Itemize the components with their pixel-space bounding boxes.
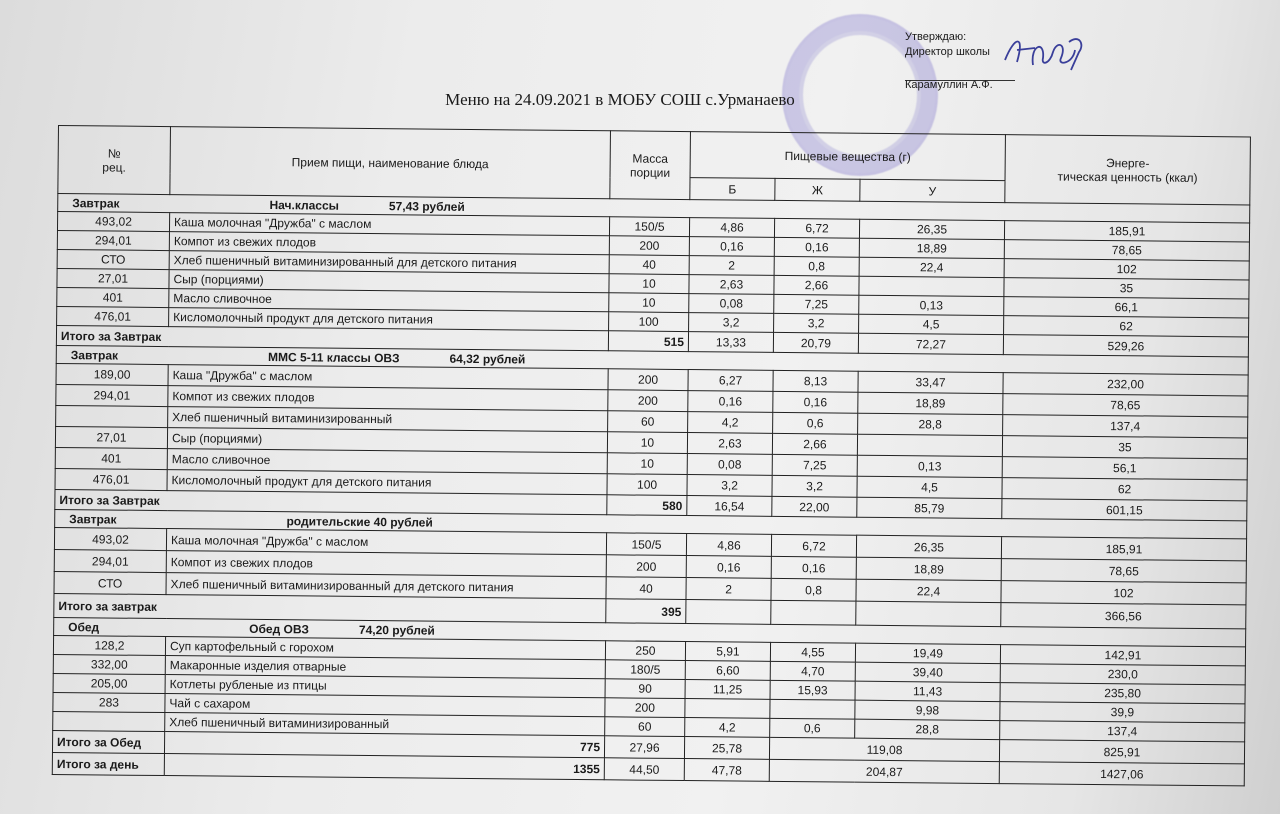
carbs: 9,98 (855, 700, 1000, 720)
fat: 0,6 (770, 718, 855, 738)
dish-name: Сыр (порциями) (169, 270, 609, 293)
protein: 0,16 (689, 237, 774, 257)
total-energy: 601,15 (1002, 499, 1247, 521)
dish-name: Масло сливочное (167, 449, 607, 474)
dish-name: Компот из свежих плодов (168, 386, 608, 411)
energy: 66,1 (1004, 297, 1249, 318)
fat: 0,16 (773, 391, 858, 413)
section-meal: Завтрак (72, 195, 120, 211)
fat: 2,66 (774, 275, 859, 295)
energy: 235,80 (1000, 683, 1245, 704)
carbs: 4,5 (857, 476, 1002, 498)
energy: 35 (1004, 278, 1249, 299)
protein: 2 (689, 256, 774, 276)
total-mass: 395 (606, 599, 686, 624)
dish-name: Кисломолочный продукт для детского питания (169, 308, 609, 331)
total-mass: 775 (164, 732, 604, 758)
energy: 62 (1002, 478, 1247, 501)
portion-mass: 10 (609, 293, 689, 313)
protein: 5,91 (685, 642, 770, 662)
protein: 3,2 (689, 313, 774, 333)
approval-name: Карамуллин А.Ф. (905, 79, 993, 91)
total-fat (771, 600, 856, 625)
protein: 2,63 (689, 275, 774, 295)
energy: 78,65 (1004, 240, 1249, 261)
total-label: Итого за Обед (52, 730, 164, 753)
dish-name: Каша "Дружба" с маслом (168, 365, 608, 390)
fat: 4,70 (770, 661, 855, 681)
header-dish: Прием пищи, наименование блюда (170, 127, 611, 199)
total-energy: 529,26 (1003, 335, 1248, 357)
protein: 0,16 (686, 556, 771, 579)
header-protein: Б (690, 178, 775, 201)
fat (770, 699, 855, 719)
total-protein: 13,33 (688, 332, 773, 353)
energy: 142,91 (1000, 645, 1245, 666)
dish-name: Каша молочная "Дружба" с маслом (166, 529, 606, 555)
protein: 6,60 (685, 661, 770, 681)
fat: 15,93 (770, 680, 855, 700)
carbs: 18,89 (859, 238, 1004, 258)
protein: 6,27 (688, 370, 773, 392)
total-protein: 16,54 (687, 496, 772, 517)
protein (685, 699, 770, 719)
dish-name: Чай с сахаром (165, 694, 605, 717)
energy: 102 (1001, 581, 1246, 605)
energy: 78,65 (1003, 394, 1248, 417)
fat: 0,6 (773, 412, 858, 434)
carbs: 0,13 (857, 455, 1002, 477)
recipe-number: 27,01 (55, 426, 167, 448)
portion-mass: 100 (609, 312, 689, 332)
dish-name: Масло сливочное (169, 289, 609, 312)
total-carbs: 85,79 (857, 497, 1002, 518)
fat: 0,16 (774, 237, 859, 257)
portion-mass: 180/5 (605, 660, 685, 680)
carbs: 0,13 (859, 295, 1004, 315)
dish-name: Хлеб пшеничный витаминизированный для детского питания (166, 573, 606, 599)
section-price: 74,20 рублей (358, 622, 435, 638)
dish-name: Макаронные изделия отварные (165, 656, 605, 679)
dish-name: Хлеб пшеничный витаминизированный (168, 407, 608, 432)
recipe-number: 128,2 (53, 635, 165, 655)
fat: 3,2 (772, 475, 857, 497)
total-carbs (856, 601, 1001, 626)
carbs: 28,8 (855, 719, 1000, 739)
energy: 137,4 (1003, 415, 1248, 438)
dish-name: Компот из свежих плодов (166, 551, 606, 577)
fat: 0,8 (774, 256, 859, 276)
carbs: 33,47 (858, 371, 1003, 393)
fat: 7,25 (772, 454, 857, 476)
carbs (859, 276, 1004, 296)
energy: 185,91 (1004, 221, 1249, 242)
total-carbs: 119,08 (769, 737, 999, 761)
portion-mass: 200 (609, 236, 689, 256)
energy: 62 (1004, 316, 1249, 337)
recipe-number: 476,01 (57, 306, 169, 326)
recipe-number: 294,01 (54, 549, 166, 572)
portion-mass: 200 (606, 555, 686, 578)
recipe-number: 27,01 (57, 268, 169, 288)
portion-mass: 40 (609, 255, 689, 275)
protein: 0,08 (687, 454, 772, 476)
portion-mass: 40 (606, 577, 686, 600)
dish-name: Каша молочная "Дружба" с маслом (169, 213, 609, 236)
total-fat: 20,79 (773, 332, 858, 353)
total-label: Итого за день (52, 752, 164, 775)
total-protein: 27,96 (604, 736, 684, 759)
section-meal: Завтрак (70, 347, 119, 363)
portion-mass: 90 (605, 679, 685, 699)
dish-name: Компот из свежих плодов (169, 232, 609, 255)
protein: 2 (686, 578, 771, 601)
protein: 4,86 (686, 534, 771, 557)
fat: 6,72 (771, 534, 856, 557)
recipe-number (56, 405, 168, 427)
dish-name: Сыр (порциями) (167, 428, 607, 453)
total-label: Итого за Завтрак (55, 489, 607, 514)
recipe-number: 401 (57, 287, 169, 307)
menu-body (52, 194, 1250, 786)
header-carbs: У (860, 179, 1005, 202)
dish-name: Котлеты рубленые из птицы (165, 675, 605, 698)
carbs: 26,35 (856, 535, 1001, 558)
section-meal: Обед (68, 619, 100, 634)
carbs: 18,89 (858, 392, 1003, 414)
recipe-number: 294,01 (57, 230, 169, 250)
energy: 39,9 (1000, 702, 1245, 723)
carbs: 11,43 (855, 681, 1000, 701)
carbs: 18,89 (856, 557, 1001, 580)
recipe-number: 493,02 (57, 212, 169, 232)
total-label: Итого за завтрак (54, 593, 606, 622)
portion-mass: 200 (608, 369, 688, 391)
recipe-number: 493,02 (54, 527, 166, 550)
section-price: 64,32 рублей (449, 351, 526, 366)
dish-name: Кисломолочный продукт для детского питания (167, 470, 607, 495)
recipe-number: 283 (53, 692, 165, 712)
recipe-number: СТО (54, 571, 166, 594)
page-title: Меню на 24.09.2021 в МОБУ СОШ с.Урманаево (445, 90, 795, 109)
portion-mass: 10 (607, 432, 687, 454)
energy: 78,65 (1001, 559, 1246, 583)
dish-name: Хлеб пшеничный витаминизированный (165, 713, 605, 736)
energy: 35 (1002, 436, 1247, 459)
fat: 8,13 (773, 370, 858, 392)
recipe-number: 476,01 (55, 468, 167, 490)
energy: 185,91 (1001, 537, 1246, 561)
dish-name: Хлеб пшеничный витаминизированный для детского питания (169, 251, 609, 274)
energy: 102 (1004, 259, 1249, 280)
carbs: 22,4 (859, 257, 1004, 277)
carbs (857, 434, 1002, 456)
section-price: 57,43 рублей (388, 198, 465, 214)
approval-position: Директор школы (905, 46, 990, 58)
carbs: 22,4 (856, 579, 1001, 602)
portion-mass: 150/5 (606, 533, 686, 556)
energy: 232,00 (1003, 373, 1248, 396)
total-protein: 44,50 (604, 758, 684, 781)
header-fat: Ж (775, 178, 860, 201)
header-nutrients: Пищевые вещества (г) (690, 132, 1005, 181)
header-energy: Энерге- тическая ценность (ккал) (1005, 135, 1251, 205)
protein: 2,63 (687, 433, 772, 455)
fat: 0,8 (771, 578, 856, 601)
total-fat: 25,78 (684, 737, 769, 760)
portion-mass: 200 (605, 698, 685, 718)
section-meal: Завтрак (69, 511, 117, 527)
portion-mass: 60 (605, 717, 685, 737)
header-recipe-number: № рец. (58, 126, 171, 195)
recipe-number: 294,01 (56, 384, 168, 406)
portion-mass: 10 (609, 274, 689, 294)
section-group: Нач.классы (269, 197, 339, 213)
carbs: 39,40 (855, 662, 1000, 682)
total-fat: 22,00 (772, 496, 857, 517)
recipe-number: 401 (55, 447, 167, 469)
approval-label: Утверждаю: (905, 31, 967, 43)
total-fat: 47,78 (684, 759, 769, 782)
energy: 56,1 (1002, 457, 1247, 480)
protein: 4,86 (689, 218, 774, 238)
total-mass: 580 (607, 495, 687, 516)
recipe-number: 189,00 (56, 363, 168, 385)
total-carbs: 204,87 (769, 759, 999, 783)
recipe-number: 332,00 (53, 654, 165, 674)
protein: 0,08 (689, 294, 774, 314)
carbs: 4,5 (859, 314, 1004, 334)
total-energy: 366,56 (1001, 603, 1246, 629)
portion-mass: 200 (608, 390, 688, 412)
total-carbs: 72,27 (858, 333, 1003, 354)
fat: 2,66 (772, 433, 857, 455)
portion-mass: 60 (608, 411, 688, 433)
protein: 0,16 (688, 391, 773, 413)
recipe-number: 205,00 (53, 673, 165, 693)
carbs: 19,49 (855, 643, 1000, 663)
total-mass: 1355 (164, 754, 604, 780)
portion-mass: 10 (607, 453, 687, 475)
carbs: 28,8 (858, 413, 1003, 435)
protein: 4,2 (688, 412, 773, 434)
section-group: Обед ОВЗ (249, 621, 310, 636)
total-energy: 825,91 (999, 740, 1244, 764)
section-group: родительские 40 рублей (286, 513, 433, 530)
protein: 3,2 (687, 475, 772, 497)
recipe-number: СТО (57, 249, 169, 269)
total-protein (686, 600, 771, 625)
protein: 4,2 (685, 718, 770, 738)
approval-block (905, 30, 993, 91)
signature (995, 30, 1095, 75)
menu-table (52, 125, 1251, 786)
total-energy: 1427,06 (999, 762, 1244, 786)
protein: 11,25 (685, 680, 770, 700)
energy: 230,0 (1000, 664, 1245, 685)
portion-mass: 100 (607, 474, 687, 496)
portion-mass: 250 (605, 641, 685, 661)
section-group: ММС 5-11 классы ОВЗ (268, 349, 400, 365)
fat: 4,55 (770, 642, 855, 662)
fat: 3,2 (774, 313, 859, 333)
dish-name: Суп картофельный с горохом (165, 637, 605, 660)
fat: 7,25 (774, 294, 859, 314)
energy: 137,4 (1000, 721, 1245, 742)
fat: 6,72 (774, 218, 859, 238)
total-label: Итого за Завтрак (56, 325, 608, 350)
total-mass: 515 (608, 331, 688, 352)
header-mass: Масса порции (610, 131, 691, 200)
portion-mass: 150/5 (609, 217, 689, 237)
recipe-number (53, 711, 165, 731)
fat: 0,16 (771, 556, 856, 579)
carbs: 26,35 (859, 219, 1004, 239)
